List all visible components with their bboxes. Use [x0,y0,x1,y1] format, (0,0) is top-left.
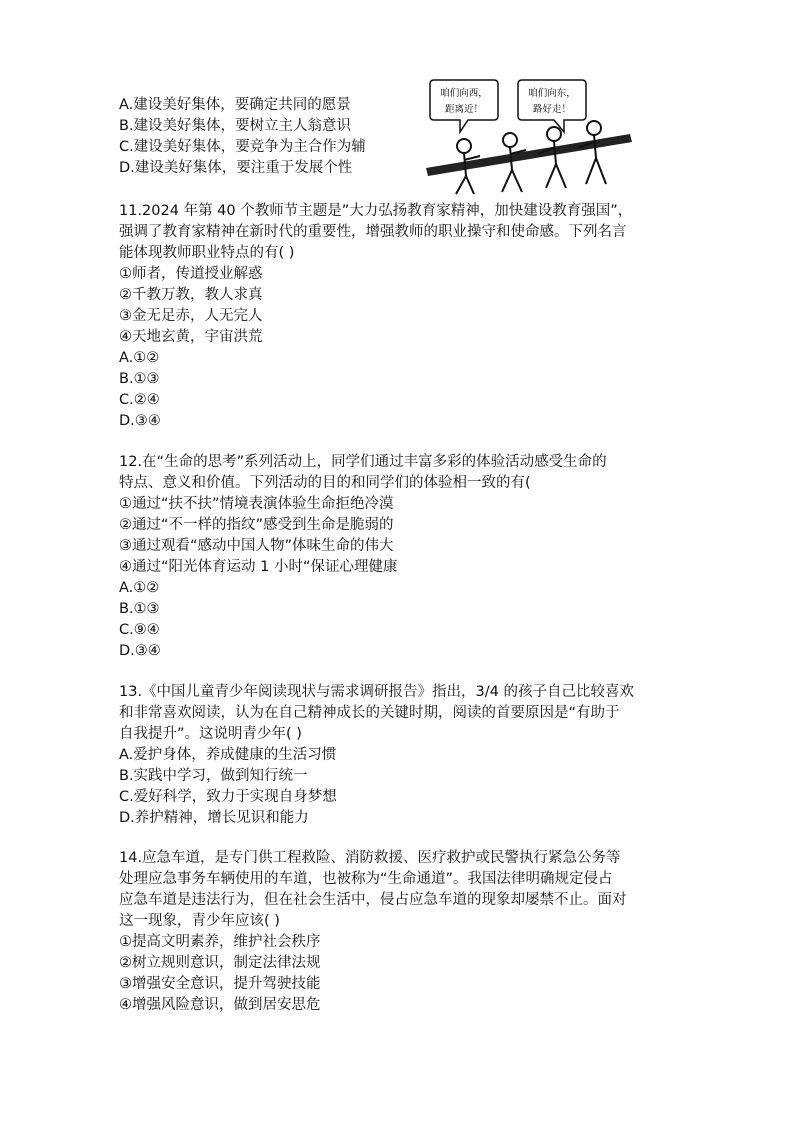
q10-option-b: B.建设美好集体，要树立主人翁意识 [119,118,352,134]
q14-stem-line1: 14.应急车道，是专门供工程救险、消防救援、医疗救护或民警执行紧急公务等 [119,850,621,866]
q14-item-4: ④增强风险意识，做到居安思危 [119,997,321,1013]
q12-stem-line2: 特点、意义和价值。下列活动的目的和同学们的体验相一致的有( [119,475,531,491]
q12-item-1: ①通过“扶不扶”情境表演体验生命拒绝冷漠 [119,496,394,512]
q12-option-c: C.⑨④ [119,622,160,638]
q12-option-b: B.①③ [119,601,160,617]
q10-option-d: D.建设美好集体，要注重于发展个性 [119,160,353,176]
q14-item-3: ③增强安全意识，提升驾驶技能 [119,976,321,992]
q12-item-2: ②通过“不一样的指纹”感受到生命是脆弱的 [119,517,394,533]
bubble-right-line2: 路好走！ [532,104,572,115]
q11-stem-line1: 11.2024 年第 40 个教师节主题是”大力弘扬教育家精神，加快建设教育强国”， [119,203,633,219]
q14-stem-line4: 这一现象，青少年应该( ) [119,913,280,929]
q13-option-b: B.实践中学习，做到知行统一 [119,768,308,784]
speech-bubble-right [518,80,586,132]
bubble-left-line2: 距离近！ [444,104,484,115]
q13-stem-line3: 自我提升”。这说明青少年( ) [119,726,302,742]
q12-item-3: ③通过观看“感动中国人物”体味生命的伟大 [119,538,394,554]
q14-item-1: ①提高文明素养，维护社会秩序 [119,934,321,950]
q10-option-a: A.建设美好集体，要确定共同的愿景 [119,97,351,113]
speech-bubble-left [430,80,498,132]
q11-item-4: ④天地玄黄，宇宙洪荒 [119,329,263,345]
q13-option-c: C.爱好科学，致力于实现自身梦想 [119,789,337,805]
q14-item-2: ②树立规则意识，制定法律法规 [119,955,321,971]
q13-option-a: A.爱护身体，养成健康的生活习惯 [119,747,337,763]
q14-stem-line2: 处理应急事务车辆使用的车道，也被称为“生命通道”。我国法律明确规定侵占 [119,871,613,887]
q11-option-c: C.②④ [119,392,160,408]
q12-option-a: A.①② [119,580,160,596]
q11-item-1: ①师者，传道授业解惑 [119,266,263,282]
cartoon-illustration [424,72,634,198]
q11-option-a: A.①② [119,350,160,366]
q12-stem-line1: 12.在“生命的思考”系列活动上，同学们通过丰富多彩的体验活动感受生命的 [119,454,607,470]
q11-item-3: ③金无足赤，人无完人 [119,308,263,324]
q13-stem-line2: 和非常喜欢阅读，认为在自己精神成长的关键时期，阅读的首要原因是“有助于 [119,705,620,721]
q10-option-c: C.建设美好集体，要竞争为主合作为辅 [119,139,366,155]
q11-item-2: ②千教万教，教人求真 [119,287,263,303]
q11-option-b: B.①③ [119,371,160,387]
q13-option-d: D.养护精神，增长见识和能力 [119,810,309,826]
q11-option-d: D.③④ [119,413,161,429]
bubble-right-line1: 咱们向东， [528,88,576,99]
bubble-left-line1: 咱们向西， [440,88,488,99]
q13-stem-line1: 13.《中国儿童青少年阅读现状与需求调研报告》指出，3/4 的孩子自己比较喜欢 [119,684,635,700]
q14-stem-line3: 应急车道是违法行为，但在社会生活中，侵占应急车道的现象却屡禁不止。面对 [119,892,627,908]
q12-option-d: D.③④ [119,643,161,659]
q12-item-4: ④通过“阳光体育运动 1 小时“保证心理健康 [119,559,398,575]
q11-stem-line2: 强调了教育家精神在新时代的重要性，增强教师的职业操守和使命感。下列名言 [119,224,627,240]
q11-stem-line3: 能体现教师职业特点的有( ) [119,245,295,261]
